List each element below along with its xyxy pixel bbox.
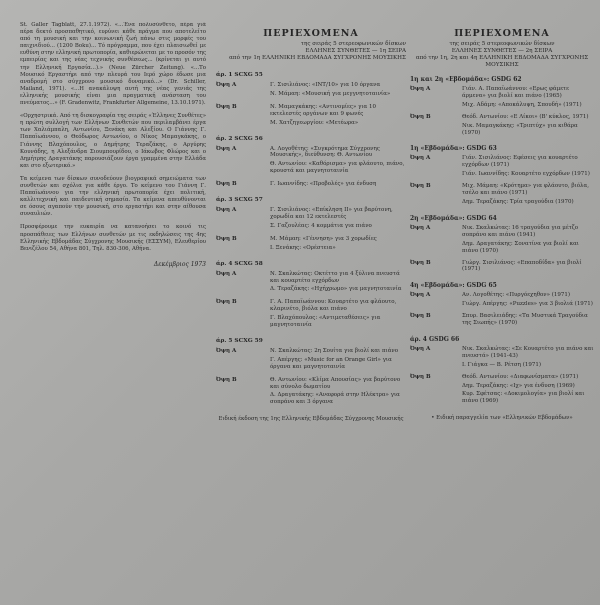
album-side <box>216 377 406 409</box>
section-side <box>410 346 594 371</box>
side-label: Όψη Β <box>410 113 431 120</box>
section-entry <box>410 282 594 329</box>
section-side <box>410 225 594 257</box>
section-side <box>410 114 594 139</box>
section-heading: 2η «Εβδομάδα»: GSDG 64 <box>410 214 497 222</box>
track-list <box>270 236 406 254</box>
track-item: Γιάν. Α. Παπαϊωάννου: «Ερως φάμετε άρμενα» για βιολί και πιάνο (1965) <box>462 86 569 99</box>
section-entry <box>410 336 594 407</box>
side-label: Όψη Α <box>410 224 431 231</box>
track-list <box>462 346 594 371</box>
side-label: Όψη Β <box>410 313 431 320</box>
side-label: Όψη Α <box>216 82 237 88</box>
side-label: Όψη Α <box>410 155 431 162</box>
album-list <box>216 72 406 408</box>
track-item: Μ. Χατζηγεωργίου: «Μετέωρα» <box>270 119 359 126</box>
track-item: Γ. Βλαχόπουλος: «Αντιμεταθέσεις» για μαγνητοταινία <box>270 315 381 329</box>
track-item: Γ. Σισιλιάνος: «ΙΝΤ/10» για 10 όργανα <box>270 82 381 88</box>
section-side <box>410 260 594 276</box>
track-item: Γ. Απέργης: «Music for an Orange Girl» για όργανα και μαγνητοταινία <box>270 356 392 370</box>
track-item: Σπυρ. Βασιλειάδης: «Τα Μυστικά Τραγούδια της Σιωπής» (1970) <box>462 313 588 327</box>
side-label: Όψη Β <box>216 181 237 188</box>
section-heading: άρ. 4 GSDG 66 <box>410 335 460 343</box>
section-entry <box>410 215 594 275</box>
track-list <box>462 292 594 310</box>
date-line: Δεκέμβριος 1973 <box>153 260 206 268</box>
track-item: Ν. Σκαλκώτας: 2η Σουίτα για βιολί και πιάνο <box>270 347 399 354</box>
track-item: Δημ. Τεραζάκης: Τρία τραγούδια (1970) <box>462 198 574 205</box>
contents-subtitle: της σειράς 5 στερεοφωνικών δίσκων <box>449 41 555 47</box>
track-item: Μιχ. Αδάμη: «Αποκάλυψη, Σπουδή» (1971) <box>462 101 582 108</box>
side-label: Όψη Β <box>410 259 431 266</box>
section-side <box>410 313 594 329</box>
track-list <box>462 260 594 276</box>
track-list <box>462 225 594 257</box>
track-list <box>462 114 594 139</box>
section-list <box>410 76 594 407</box>
section-entry <box>410 76 594 138</box>
album-side <box>216 299 406 331</box>
track-item: Δ. Τεραζάκης: «Ηχήχρωμο» για μαγνητοταινία <box>270 286 402 293</box>
section-side <box>410 292 594 310</box>
track-list <box>462 183 594 208</box>
section-heading: 4η «Εβδομάδα»: GSDG 65 <box>410 282 497 290</box>
track-item: Γιάν. Σισιλιάνος: Εφέσεις για κουαρτέτο εγχόρδων (1971) <box>462 155 578 169</box>
side-label: Όψη Β <box>216 103 237 110</box>
contents-header <box>216 28 406 62</box>
track-list <box>270 207 406 232</box>
contents-series-2 <box>410 22 594 597</box>
album-number: άρ. 5 SCXG 59 <box>216 337 263 344</box>
album-side <box>216 271 406 296</box>
album-entry <box>216 261 406 331</box>
series-name: ΕΛΛΗΝΕΣ ΣΥΝΘΕΤΕΣ — 2η ΣΕΙΡΑ <box>451 48 553 54</box>
note-paragraph: Προσφέρουμε την ευκαιρία να κατανοήσει το κοινό τις προσπάθειες των Ελλήνων συνθετών με τις εκδηλώσεις της 4ης Ελληνικής Εβδομάδας Σύγχρονης Μουσικής (ΕΣΣΥΜ), Ελευθερίου Βενιζέλου 54, Αθήνα 801, Τηλ. 830-306, Αθήνα. <box>20 224 206 252</box>
track-item: Κυρ. Σφέτσας: «Δοκιμολογία» για βιολί και πιάνο (1969) <box>462 391 585 405</box>
album-side <box>216 104 406 129</box>
side-label: Όψη Β <box>410 183 431 190</box>
note-paragraph: «Ορχηστρικά. Από τη δισκογραφία της σειράς «Έλληνες Συνθέτες» η πρώτη συλλογή των Ελλήνων Συνθετών που περιλαμβάνει έργα των Χαλιάμπαλη, Αντωνίου, Ξενάκη και Αλεξίου. Ο Γιάννης Γ. Παπαϊωάννου, ο Θεόδωρος Αντωνίου, ο Νίκος Μαμαγκάκης, ο Γιάννης Βλαχόπουλος, ο Δημήτρης Τεραζάκης, ο Αργύρης Κουνάδης, η Αλεξάνδρα Σιουμπουρίδου, ο Ιάκωβος Φλώρος και ο Δημήτρης Δραγατάκης παρουσιάζουν έργα γραμμένα στην Ελλάδα και στο εξωτερικό.» <box>20 113 206 169</box>
album-entry <box>216 338 406 408</box>
track-item: Νικ. Σκαλκώτας: «Σε Κουαρτέτο για πιάνο και πνευστά» (1941-43) <box>462 345 594 359</box>
album-side <box>216 348 406 373</box>
track-list <box>462 155 594 180</box>
series-footer: Ειδική έκδοση της 1ης Ελληνικής Εβδομάδας Σύγχρονης Μουσικής <box>218 416 404 423</box>
side-label: Όψη Β <box>216 376 237 383</box>
track-item: Θ. Αντωνίου: «Κλίμα Απουσίας» για βαρύτονο και σύνολο δωματίου <box>270 376 401 390</box>
side-label: Όψη Α <box>216 347 237 354</box>
track-item: Ν. Μαμαγκάκης: «Αντινομίες» για 10 εκτελεστές οργάνων και 9 φωνές <box>270 103 377 117</box>
section-entry <box>410 145 594 207</box>
album-side <box>216 207 406 232</box>
track-item: Θεόδ. Αντωνίου: «Ε Λίκοι» (Β' κύκλος, 1971) <box>462 113 589 120</box>
track-list <box>462 86 594 111</box>
track-item: Ν. Μάμαη: «Μουσική για μεγγνητοταινία» <box>270 90 391 97</box>
track-item: Α. Λογοθέτης: «Συγκρότημα Σύγχρονης Μουσικής», διεύθυνση: Θ. Αντωνίου <box>270 145 380 159</box>
track-item: Θ. Αντωνίου: «Καθόρισμα» για φλάουτο, πιάνο, κρουστά και μαγνητοταινία <box>270 161 405 175</box>
notes-column <box>20 22 206 582</box>
series-footer: • Ειδική παραγγελία των «Ελληνικών Εβδομάδων» <box>431 415 573 422</box>
side-label: Όψη Α <box>410 345 431 352</box>
note-paragraph: Τα κείμενα των δίσκων συνοδεύουν βιογραφικά σημειώματα των συνθετών και σχόλια για κάθε έργο. Το κείμενο του Γιάννη Γ. Παπαϊωάννου για την ελληνική πρωτοπορία έχει πολιτική, καλλιτεχνική και παιδευτική σημασία. Τα κείμενα απευθύνονται σε όσους αγαπούν την μουσική, στο εργαστήρι και στην αίθουσα συναυλιών. <box>20 175 206 218</box>
album-side <box>216 236 406 254</box>
section-heading: 1η και 2η «Εβδομάδα»: GSDG 62 <box>410 76 522 83</box>
section-heading: 1η «Εβδομάδα»: GSDG 63 <box>410 145 497 153</box>
track-list <box>270 104 406 129</box>
track-item: Γ. Α. Παπαϊωάννου: Κουαρτέτο για φλάουτο, κλαρινέτο, βιόλα και πιάνο <box>270 299 397 313</box>
contents-title: ΠΕΡΙΕΧΟΜΕΝΑ <box>454 28 550 39</box>
track-item: Ι. Γιάγκα — Β. Ρέτση (1971) <box>462 361 542 368</box>
section-side <box>410 155 594 180</box>
side-label: Όψη Β <box>216 299 237 306</box>
side-label: Όψη Α <box>216 270 237 277</box>
contents-subtitle: της σειράς 5 στερεοφωνικών δίσκων <box>300 41 406 47</box>
track-list <box>270 82 406 100</box>
note-paragraph: St. Galler Tagblatt, 27.1.1972). «...Ένα πολυσύνθετο, πέρα γιά πέρα δεκτό προσπαθητικό, ευρύνει κάθε πράγμα που αποτελείτο από τη μουσική και την κοινωνική ζωή πάνω στις μορφές του παιχνιδιού... (1200 Boku)... Τό πρόγραμμα, που έχει πλαισιωθεί με ευθύνη στην ελληνική πρωτοπορία, καθιερώνεται με το προσόν της εμπειρίας και της νέας τεχνικής συνθέσεως... (κρίνεται γι αυτό την Ελληνική Εργασία...).» (Neue Zürcher Zeitung). «...Το Μουσικό Εργαστήρι από την πλευρά του Ιερό χώρο έδωσε μια αναδρομή στο σύγχρονο μουσικό δυναμικό...» (Dr. Schiller, Mailand, 1971). «...Η ανακάλυψη αυτή της νέας γενιάς της ελληνικής μουσικής είναι μια πραγματική ανάσταση του πνεύματος...» (F. Gradenwitz, Frankfurter Allgemeine, 13.10.1971). <box>20 22 206 107</box>
track-item: Νικ. Μαμαγκάκης: «Τριπτύχ» για κιθάρα (1970) <box>462 122 578 136</box>
track-item: Θεόδ. Αντωνίου: «Διαφωνίσματα» (1971) <box>462 373 579 380</box>
side-label: Όψη Α <box>216 207 237 214</box>
series-source: από την 1η ΕΛΛΗΝΙΚΗ ΕΒΔΟΜΑΔΑ ΣΥΓΧΡΟΝΗΣ ΜΟΥΣΙΚΗΣ <box>229 55 406 61</box>
track-list <box>270 146 406 178</box>
track-item: Ι. Ξενάκης: «Ορέστεια» <box>270 244 336 251</box>
track-list <box>462 313 594 329</box>
album-side <box>216 82 406 100</box>
album-side <box>216 181 406 190</box>
track-item: Γιάν. Ιωαννίδης: Κουαρτέτο εγχόρδων (1971) <box>462 171 590 178</box>
contents-series-1 <box>216 22 406 582</box>
track-item: Δημ. Δραγατάκης: Σονατίνα για βιολί και πιάνο (1970) <box>462 240 579 254</box>
side-label: Όψη Α <box>216 145 237 152</box>
track-list <box>270 271 406 296</box>
track-item: Γιώργ. Σισιλιάνος: «Επαποδίδα» για βιολί (1971) <box>462 259 582 273</box>
album-side <box>216 146 406 178</box>
track-item: Νικ. Σκαλκώτας: 16 τραγούδια για μέτζο σοπράνο και πιάνο (1941) <box>462 224 579 238</box>
album-number: άρ. 2 SCXG 56 <box>216 135 263 142</box>
track-item: Γιώργ. Απέργης: «Puzzles» για 3 βιολιά (1971) <box>462 301 593 308</box>
track-item: Μ. Μάμαη: «Γέννηση» για 3 χορωδίες <box>270 235 377 242</box>
track-item: Σ. Γαζουλέας: 4 κομμάτια για πιάνο <box>270 222 372 229</box>
album-entry <box>216 72 406 129</box>
track-item: Γ. Σισιλιάνος: «Επίκληση II» για βαρύτονη, χορωδία και 12 εκτελεστές <box>270 207 393 220</box>
track-item: Γ. Ιωαννίδης: «Προβολές» για ένδυση <box>270 181 377 188</box>
side-label: Όψη Α <box>410 292 431 299</box>
section-side <box>410 183 594 208</box>
series-name: ΕΛΛΗΝΕΣ ΣΥΝΘΕΤΕΣ — 1η ΣΕΙΡΑ <box>305 48 406 54</box>
track-list <box>270 299 406 331</box>
album-entry <box>216 197 406 254</box>
section-side <box>410 86 594 111</box>
series-source: από την 1η, 2η και 4η ΕΛΛΗΝΙΚΗ ΕΒΔΟΜΑΔΑ ΣΥΓΧΡΟΝΗΣ ΜΟΥΣΙΚΗΣ <box>415 55 589 68</box>
album-number: άρ. 4 SCXG 58 <box>216 260 263 267</box>
track-list <box>270 181 406 190</box>
side-label: Όψη Β <box>410 373 431 380</box>
track-list <box>462 374 594 408</box>
album-entry <box>216 136 406 191</box>
track-item: Ν. Σκαλκώτας: Οκτέττο για 4 ξύλινα πνευστά και κουαρτέτο εγχόρδων <box>270 270 400 284</box>
album-number: άρ. 3 SCXG 57 <box>216 197 263 204</box>
contents-title: ΠΕΡΙΕΧΟΜΕΝΑ <box>263 28 359 39</box>
track-item: Μιχ. Μάμαη: «Κρότημα» για φλάουτο, βιόλα, τσέλο και πιάνο (1971) <box>462 183 589 197</box>
side-label: Όψη Α <box>410 86 431 92</box>
track-item: Δ. Δραγατάκης: «Αναφορά στην Ηλέκτρα» για σοπράνο και 3 όργανα <box>270 392 400 406</box>
track-list <box>270 377 406 409</box>
track-list <box>270 348 406 373</box>
album-number: άρ. 1 SCXG 55 <box>216 72 263 78</box>
track-item: Αν. Λογοθέτης: «Πυργόεχηθον» (1971) <box>462 292 571 299</box>
side-label: Όψη Β <box>216 235 237 242</box>
track-item: Δημ. Τεραζάκης: «Ιχ» για ένδυση (1969) <box>462 382 575 389</box>
section-side <box>410 374 594 408</box>
